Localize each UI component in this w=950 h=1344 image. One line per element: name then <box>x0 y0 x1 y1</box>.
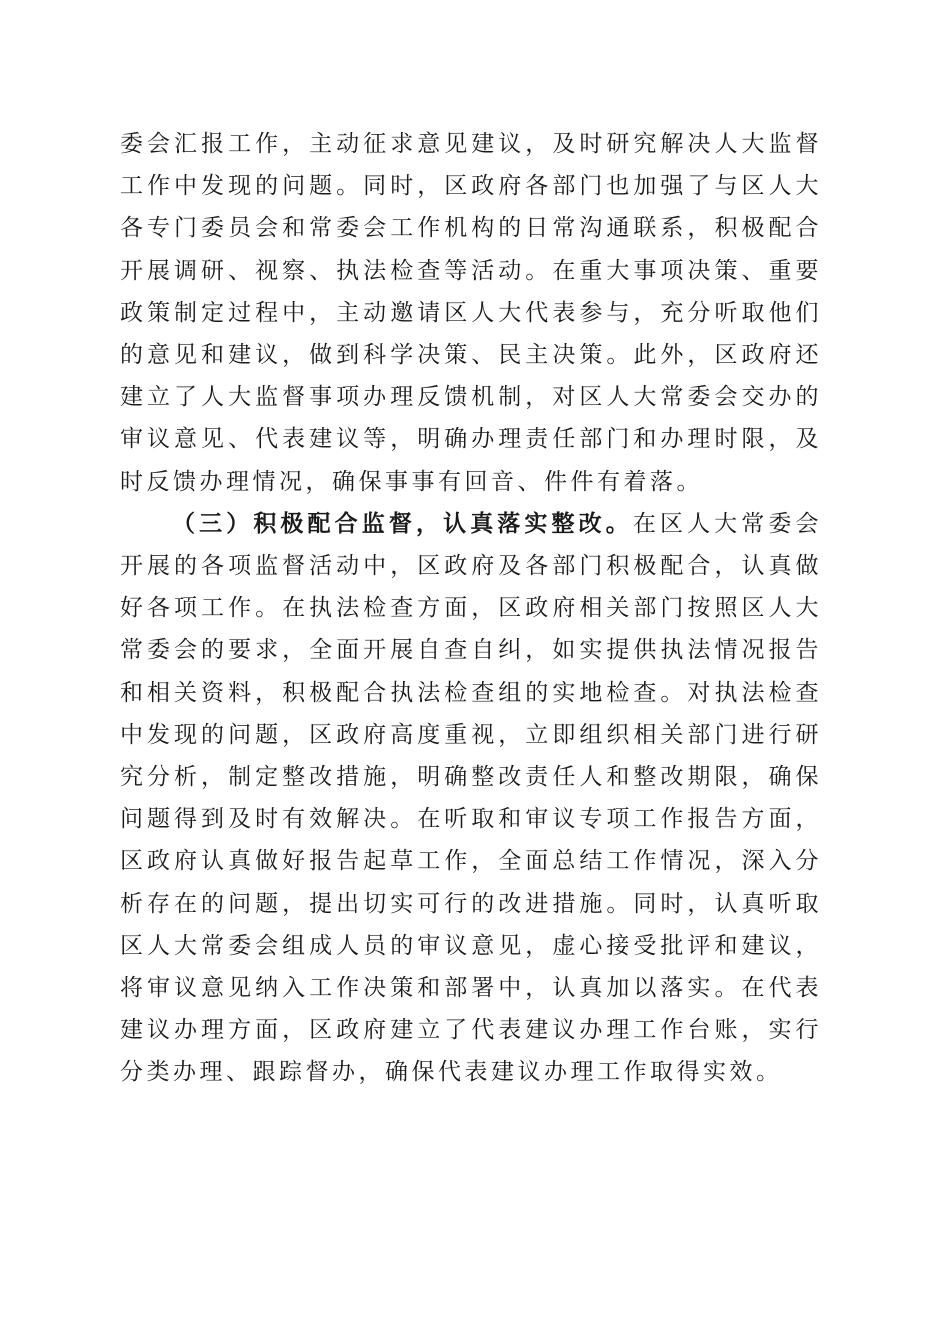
paragraph-continuation <box>120 123 822 503</box>
paragraph-text: 在区人大常委会开展的各项监督活动中，区政府及各部门积极配合，认真做好各项工作。在执法检查方面，区政府相关部门按照区人大常委会的要求，全面开展自查自纠，如实提供执法情况报告和相关资料，积极配合执法检查组的实地检查。对执法检查中发现的问题，区政府高度重视，立即组织相关部门进行研究分析，制定整改措施，明确整改责任人和整改期限，确保问题得到及时有效解决。在听取和审议专项工作报告方面，区政府认真做好报告起草工作，全面总结工作情况，深入分析存在的问题，提出切实可行的改进措施。同时，认真听取区人大常委会组成人员的审议意见，虚心接受批评和建议，将审议意见纳入工作决策和部署中，认真加以落实。在代表建议办理方面，区政府建立了代表建议办理工作台账，实行分类办理、跟踪督办，确保代表建议办理工作取得实效。 <box>120 510 823 1086</box>
section-heading: （三）积极配合监督，认真落实整改。 <box>172 509 633 537</box>
body-text <box>120 123 822 1094</box>
paragraph-section-three <box>120 503 822 1094</box>
paragraph-text: 委会汇报工作，主动征求意见建议，及时研究解决人大监督工作中发现的问题。同时，区政府各部门也加强了与区人大各专门委员会和常委会工作机构的日常沟通联系，积极配合开展调研、视察、执法检查等活动。在重大事项决策、重要政策制定过程中，主动邀请区人大代表参与，充分听取他们的意见和建议，做到科学决策、民主决策。此外，区政府还建立了人大监督事项办理反馈机制，对区人大常委会交办的审议意见、代表建议等，明确办理责任部门和办理时限，及时反馈办理情况，确保事事有回音、件件有着落。 <box>120 131 822 495</box>
